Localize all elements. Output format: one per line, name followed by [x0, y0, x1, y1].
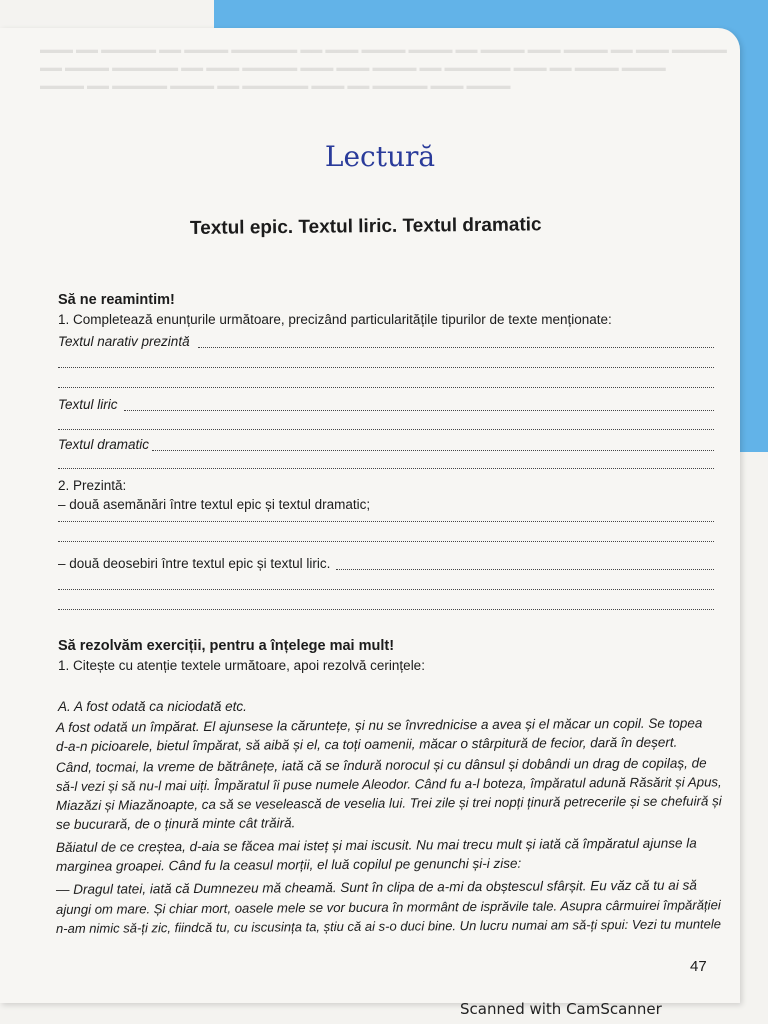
exercises-title: Să rezolvăm exerciții, pentru a înțelege mai mult!: [58, 638, 395, 654]
answer-line[interactable]: [124, 409, 714, 411]
bleed-through-shadow: ▬▬▬ ▬▬ ▬▬▬▬▬ ▬▬ ▬▬▬▬ ▬▬▬▬▬▬ ▬▬ ▬▬▬ ▬▬▬▬ ▬▬▬▬ ▬▬ ▬▬▬▬ ▬▬▬ ▬▬▬▬ ▬▬ ▬▬▬ ▬▬▬▬▬: [40, 44, 727, 56]
story-line: marginea groapei. Când fu la ceasul morții, el luă copilul pe genunchi și-i zise:: [55, 855, 522, 874]
story-line: Miazăzi și Miazănoapte, ca să se veselească de veselia lui. Trei zile și trei nopți ținură petrecerile și se chefuiră și: [55, 793, 722, 813]
answer-line[interactable]: [336, 568, 714, 570]
answer-line[interactable]: [58, 467, 714, 469]
answer-line[interactable]: [58, 520, 714, 522]
answer-line[interactable]: [58, 588, 714, 590]
recall-question-1: 1. Completează enunțurile următoare, precizând particularitățile tipurilor de texte menționate:: [58, 312, 612, 327]
recall-question-2: 2. Prezintă:: [58, 478, 127, 493]
section-subtitle: Textul epic. Textul liric. Textul dramatic: [189, 214, 542, 239]
text-a-label: A. A fost odată ca niciodată etc.: [58, 699, 247, 714]
exercises-instruction: 1. Citește cu atenție textele următoare, apoi rezolvă cerințele:: [58, 658, 425, 673]
story-line: — Dragul tatei, iată că Dumnezeu mă cheamă. Sunt în clipa de a-mi da obștescul sfârșit. Eu văz că tu ai să: [55, 877, 697, 897]
bleed-through-shadow: ▬▬ ▬▬▬▬ ▬▬▬▬▬▬ ▬▬ ▬▬▬ ▬▬▬▬▬ ▬▬▬ ▬▬▬ ▬▬▬▬ ▬▬ ▬▬▬▬▬▬ ▬▬▬ ▬▬ ▬▬▬▬ ▬▬▬▬: [40, 62, 666, 74]
answer-line[interactable]: [58, 386, 714, 388]
story-line: să-l vezi și să nu-l mai uiți. Împăratul îi puse numele Aleodor. Când fu a-l boteza, împăratul adună Răsărit și Apus,: [55, 774, 722, 794]
story-line: Băiatul de ce creștea, d-aia se făcea mai isteț și mai iscusit. Nu mai trecu mult și iată că împăratul ajunse la: [55, 835, 697, 855]
story-line: Când, tocmai, la vreme de bătrânețe, iată că se îndură norocul și cu dânsul și dobândi un drag de copilaș, de: [55, 755, 707, 775]
answer-line[interactable]: [198, 346, 714, 348]
lyric-label: Textul liric: [58, 397, 118, 412]
answer-line[interactable]: [152, 449, 714, 451]
story-line: se bucurară, de o ținură minte cât trăiră.: [55, 815, 296, 832]
recall-title: Să ne reamintim!: [58, 292, 175, 308]
story-line: ajungi om mare. Și chiar mort, oasele mele se vor bucura în mormânt de isprăvile tale. Asupra cârmuirei împărăției: [55, 897, 721, 917]
scanner-watermark: Scanned with CamScanner: [460, 1000, 662, 1018]
story-line: d-a-n picioarele, bietul împărat, să aibă și el, ca toți oamenii, măcar o stârpitură de fecior, dară în deșert.: [55, 734, 678, 754]
recall-question-2a: – două asemănări între textul epic și textul dramatic;: [58, 497, 371, 512]
dramatic-label: Textul dramatic: [58, 437, 150, 452]
answer-line[interactable]: [58, 540, 714, 542]
narrative-label: Textul narativ prezintă: [58, 334, 190, 349]
page-number: 47: [690, 958, 707, 975]
story-line: n-am nimic să-ți zic, fiindcă tu, cu iscusința ta, știu că ai s-o duci bine. Un lucru numai am să-ți spui: Vezi tu muntele: [55, 916, 722, 936]
answer-line[interactable]: [58, 366, 714, 368]
answer-line[interactable]: [58, 428, 714, 430]
page-title: Lectură: [324, 140, 436, 173]
story-line: A fost odată un împărat. El ajunsese la căruntețe, și nu se învrednicise a avea și el măcar un copil. Se topea: [55, 715, 703, 735]
bleed-through-shadow: ▬▬▬▬ ▬▬ ▬▬▬▬▬ ▬▬▬▬ ▬▬ ▬▬▬▬▬▬ ▬▬▬ ▬▬ ▬▬▬▬▬ ▬▬▬ ▬▬▬▬: [40, 80, 511, 92]
recall-question-2b: – două deosebiri între textul epic și textul liric.: [58, 556, 331, 571]
answer-line[interactable]: [58, 608, 714, 610]
